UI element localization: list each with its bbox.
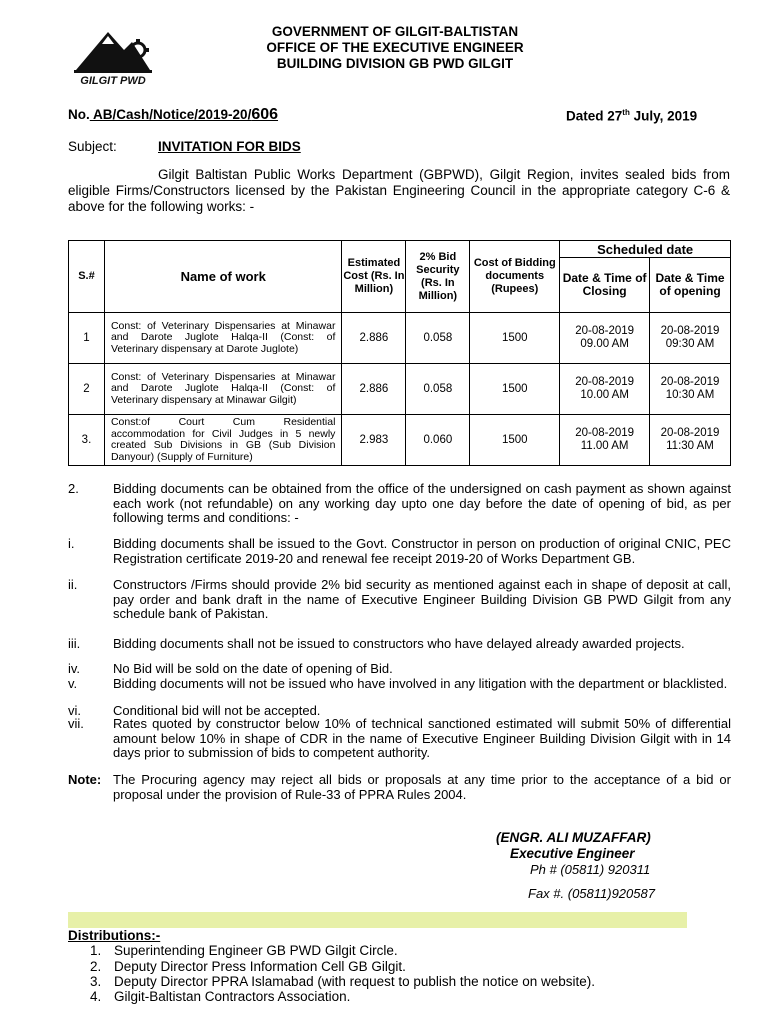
row-cost: 1500 [470, 313, 560, 364]
opening-date: 20-08-2019 [660, 427, 720, 439]
date-rest: July, 2019 [629, 108, 698, 124]
ref-number-big: 606 [251, 106, 279, 123]
para2-number: 2. [68, 481, 79, 496]
condition-text: Constructors /Firms should provide 2% bid security as mentioned against each in shape of deposit at call, pay order and bank draft in the name of Executive Engineer Building Division GB PWD Gilgit from any schedule bank of Pakistan. [113, 577, 731, 621]
closing-time: 09.00 AM [580, 338, 629, 350]
list-number: 3. [90, 974, 102, 989]
letterhead [240, 24, 550, 72]
condition-text: Conditional bid will not be accepted. [113, 703, 321, 718]
header-closing: Date & Time of Closing [560, 258, 650, 313]
gilgit-pwd-logo [72, 26, 154, 88]
subject-label: Subject: [68, 139, 117, 154]
row-closing [560, 364, 650, 415]
condition-number: i. [68, 536, 75, 551]
row-sno: 1 [69, 313, 105, 364]
list-item [90, 989, 350, 1005]
opening-date: 20-08-2019 [660, 376, 720, 388]
closing-date: 20-08-2019 [575, 376, 635, 388]
condition-text: No Bid will be sold on the date of opening of Bid. [113, 661, 393, 676]
header-line-2: OFFICE OF THE EXECUTIVE ENGINEER [266, 40, 524, 55]
list-item [90, 974, 595, 990]
condition-number: ii. [68, 577, 78, 592]
highlight-bar [68, 912, 687, 928]
list-number: 1. [90, 943, 102, 958]
ref-number-text: AB/Cash/Notice/2019-20/ [89, 107, 252, 122]
table-row [69, 415, 731, 466]
date-sup: th [622, 108, 630, 117]
closing-time: 11.00 AM [580, 440, 629, 452]
row-closing [560, 313, 650, 364]
condition-number: vi. [68, 703, 81, 718]
header-name: Name of work [104, 241, 342, 313]
row-cost: 1500 [470, 415, 560, 466]
list-text: Deputy Director Press Information Cell GB Gilgit. [114, 959, 406, 974]
date-line [566, 108, 697, 124]
row-sno: 3. [69, 415, 105, 466]
row-security: 0.060 [406, 415, 470, 466]
row-estimate: 2.886 [342, 313, 406, 364]
distribution-title: Distributions:- [68, 928, 161, 943]
header-cost: Cost of Bidding documents (Rupees) [470, 241, 560, 313]
row-security: 0.058 [406, 313, 470, 364]
opening-time: 09:30 AM [665, 338, 715, 350]
closing-time: 10.00 AM [580, 389, 629, 401]
intro-paragraph: Gilgit Baltistan Public Works Department (GBPWD), Gilgit Region, invites sealed bids from eligible Firms/Constructors licensed by the Pakistan Engineering Council in the appropriate category C-6 & above for the following works: - [68, 167, 730, 214]
condition-text: Rates quoted by constructor below 10% of technical sanctioned estimated will submit 50% of differential amount below 10% in shape of CDR in the name of Executive Engineer Building Division Gilgit with in 14 days prior to submission of bids to competent authority. [113, 716, 731, 760]
row-closing [560, 415, 650, 466]
header-opening: Date & Time of opening [650, 258, 731, 313]
list-number: 2. [90, 959, 102, 974]
row-security: 0.058 [406, 364, 470, 415]
list-text: Superintending Engineer GB PWD Gilgit Circle. [114, 943, 398, 958]
condition-number: v. [68, 676, 78, 691]
condition-number: vii. [68, 716, 84, 731]
opening-time: 10:30 AM [665, 389, 715, 401]
row-name: Const: of Veterinary Dispensaries at Minawar and Darote Juglote Halqa-II (Const: of Veterinary dispensary at Minawar Gilgit) [104, 364, 342, 415]
row-name: Const: of Veterinary Dispensaries at Minawar and Darote Juglote Halqa-II (Const: of Veterinary dispensary at Darote Juglote) [104, 313, 342, 364]
note-label: Note: [68, 772, 102, 787]
opening-date: 20-08-2019 [660, 325, 720, 337]
row-cost: 1500 [470, 364, 560, 415]
table-row [69, 313, 731, 364]
list-text: Gilgit-Baltistan Contractors Association. [114, 989, 351, 1004]
list-text: Deputy Director PPRA Islamabad (with request to publish the notice on website). [114, 974, 595, 989]
row-opening [650, 415, 731, 466]
condition-text: Bidding documents shall not be issued to constructors who have delayed already awarded projects. [113, 636, 685, 651]
signatory-name: (ENGR. ALI MUZAFFAR) [496, 830, 651, 845]
ref-prefix: No. [68, 107, 90, 122]
note-text: The Procuring agency may reject all bids or proposals at any time prior to the acceptance of a bid or proposal under the provision of Rule-33 of PPRA Rules 2004. [113, 772, 731, 802]
condition-number: iii. [68, 636, 81, 651]
signatory-phone: Ph # (05811) 920311 [530, 862, 651, 877]
list-number: 4. [90, 989, 102, 1004]
header-security: 2% Bid Security (Rs. In Million) [406, 241, 470, 313]
row-estimate: 2.886 [342, 364, 406, 415]
header-line-1: GOVERNMENT OF GILGIT-BALTISTAN [271, 24, 519, 39]
reference-number [68, 106, 278, 124]
closing-date: 20-08-2019 [575, 427, 635, 439]
svg-text:GILGIT PWD: GILGIT PWD [80, 75, 146, 87]
condition-text: Bidding documents will not be issued who have involved in any litigation with the department or blacklisted. [113, 676, 728, 691]
para2-text: Bidding documents can be obtained from the office of the undersigned on cash payment as shown against each work (not refundable) on any working day upto one day before the date of opening of bid, as per following terms and conditions: - [113, 481, 731, 525]
condition-text: Bidding documents shall be issued to the Govt. Constructor in person on production of original CNIC, PEC Registration certificate 2019-20 and renewal fee receipt 2019-20 of Works Department GB. [113, 536, 731, 566]
row-opening [650, 313, 731, 364]
list-item [90, 943, 398, 959]
condition-number: iv. [68, 661, 81, 676]
row-name: Const:of Court Cum Residential accommodation for Civil Judges in 5 newly created Sub Divisions in GB (Sub Division Danyour) (Supply of Furniture) [104, 415, 342, 466]
table-row [69, 364, 731, 415]
row-estimate: 2.983 [342, 415, 406, 466]
works-table [68, 240, 731, 466]
header-sno: S.# [69, 241, 105, 313]
header-scheduled: Scheduled date [560, 241, 731, 258]
date-label: Dated 27 [566, 108, 623, 124]
subject-text: INVITATION FOR BIDS [158, 139, 301, 154]
header-estimate: Estimated Cost (Rs. In Million) [342, 241, 406, 313]
row-sno: 2 [69, 364, 105, 415]
closing-date: 20-08-2019 [575, 325, 635, 337]
signatory-fax: Fax #. (05811)920587 [528, 886, 655, 901]
list-item [90, 959, 406, 975]
ref-number [90, 107, 278, 122]
row-opening [650, 364, 731, 415]
mountain-gear-logo-icon [72, 26, 154, 88]
signatory-title: Executive Engineer [510, 846, 635, 861]
header-line-3: BUILDING DIVISION GB PWD GILGIT [276, 56, 514, 71]
opening-time: 11:30 AM [666, 440, 714, 452]
